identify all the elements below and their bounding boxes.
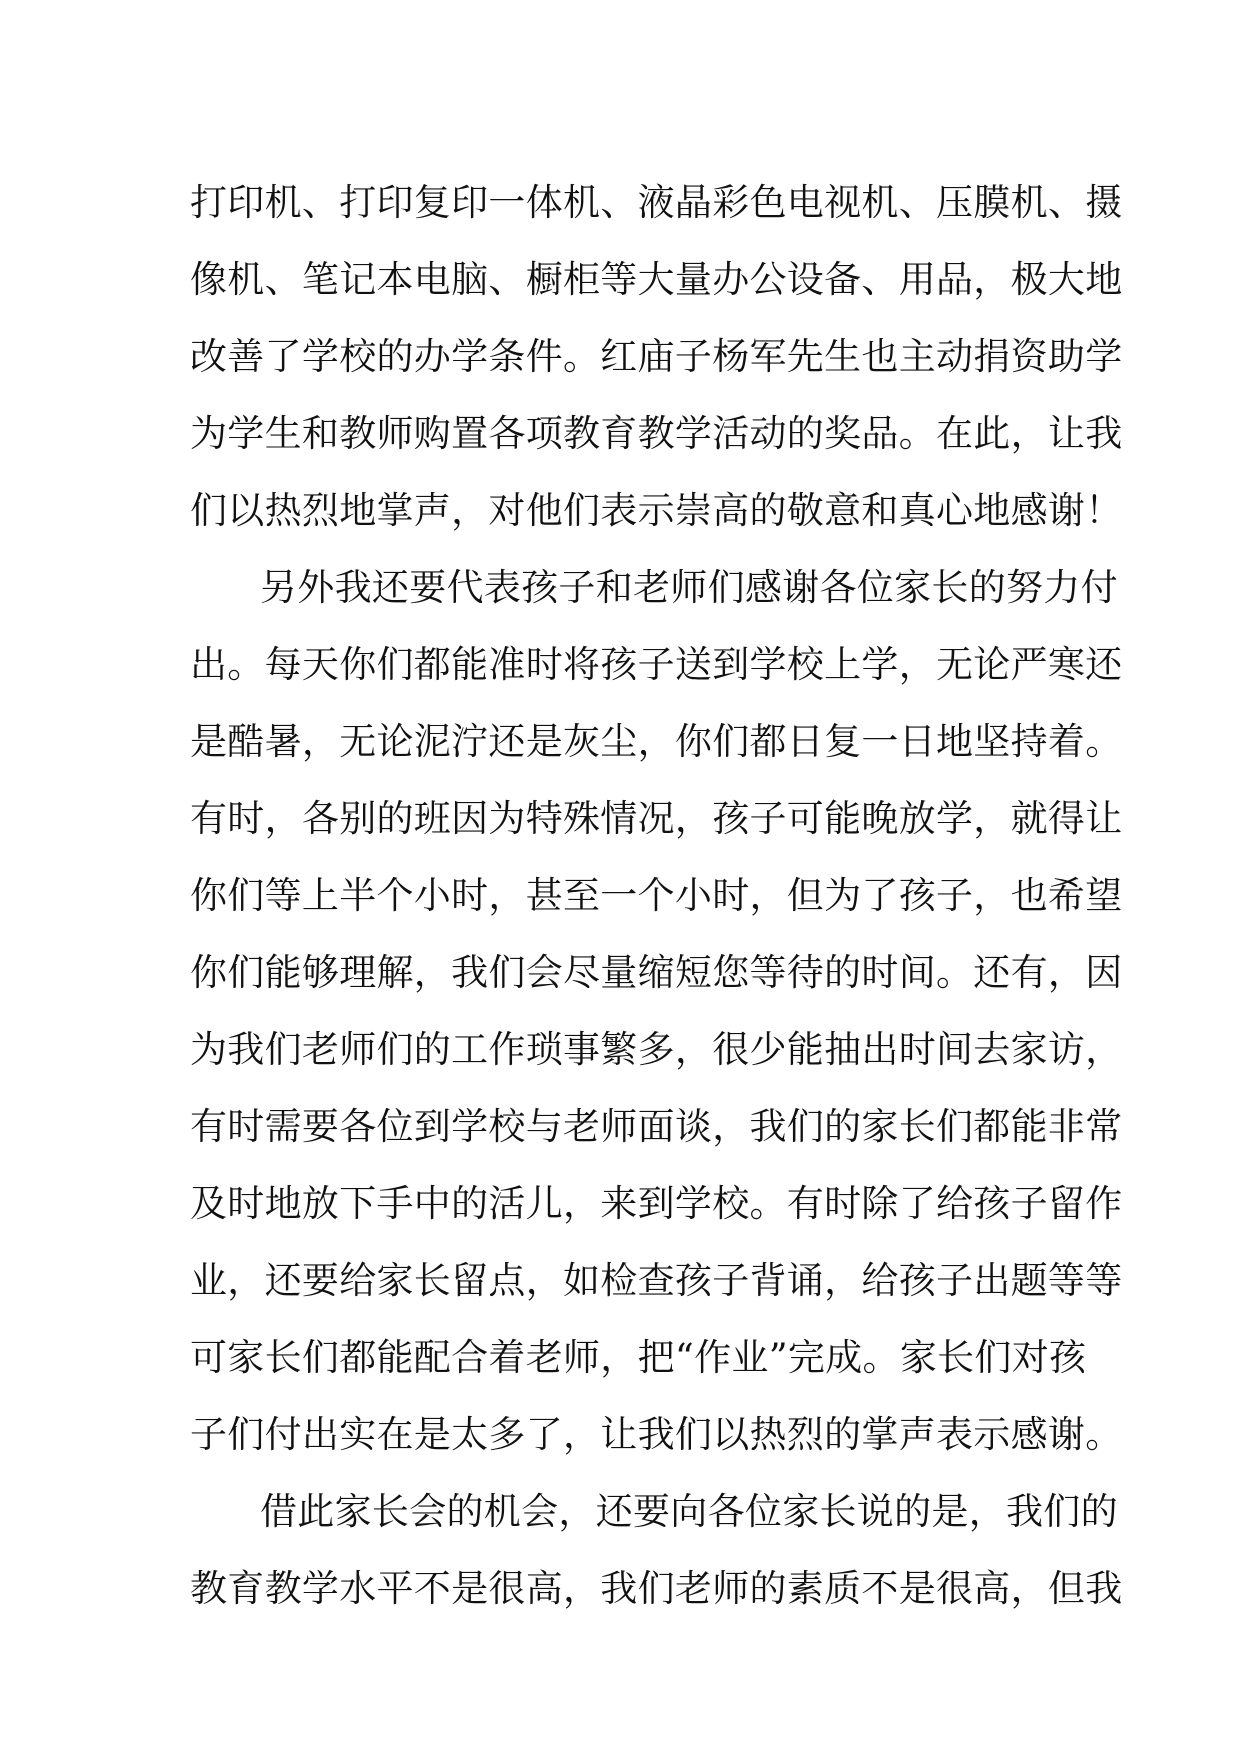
text-line: 打印机、打印复印一体机、液晶彩色电视机、压膜机、摄 [190,181,1123,224]
text-line: 教育教学水平不是很高，我们老师的素质不是很高，但我 [190,1567,1123,1610]
text-line: 为我们老师们的工作琐事繁多，很少能抽出时间去家访， [190,1028,1123,1071]
paragraph-first-line: 另外我还要代表孩子和老师们感谢各位家长的努力付 [260,566,1118,609]
document-body [190,164,1123,1627]
text-line: 为学生和教师购置各项教育教学活动的奖品。在此，让我 [190,412,1123,455]
text-line: 出。每天你们都能准时将孩子送到学校上学，无论严寒还 [190,643,1123,686]
text-line: 可家长们都能配合着老师，把“作业”完成。家长们对孩 [190,1336,1087,1379]
text-line: 改善了学校的办学条件。红庙子杨军先生也主动捐资助学 [190,335,1123,378]
text-line: 你们等上半个小时，甚至一个小时，但为了孩子，也希望 [190,874,1123,917]
text-line: 有时需要各位到学校与老师面谈，我们的家长们都能非常 [190,1105,1123,1148]
text-line: 是酷暑，无论泥泞还是灰尘，你们都日复一日地坚持着。 [190,720,1123,763]
text-line: 有时，各别的班因为特殊情况，孩子可能晚放学，就得让 [190,797,1123,840]
text-line: 子们付出实在是太多了，让我们以热烈的掌声表示感谢。 [190,1413,1123,1456]
text-line: 像机、笔记本电脑、橱柜等大量办公设备、用品，极大地 [190,258,1123,301]
text-line: 及时地放下手中的活儿，来到学校。有时除了给孩子留作 [190,1182,1123,1225]
text-line: 们以热烈地掌声，对他们表示崇高的敬意和真心地感谢！ [190,489,1123,532]
text-line: 你们能够理解，我们会尽量缩短您等待的时间。还有，因 [190,951,1123,994]
text-line: 业，还要给家长留点，如检查孩子背诵，给孩子出题等等 [190,1259,1123,1302]
paragraph-first-line: 借此家长会的机会，还要向各位家长说的是，我们的 [260,1490,1118,1533]
